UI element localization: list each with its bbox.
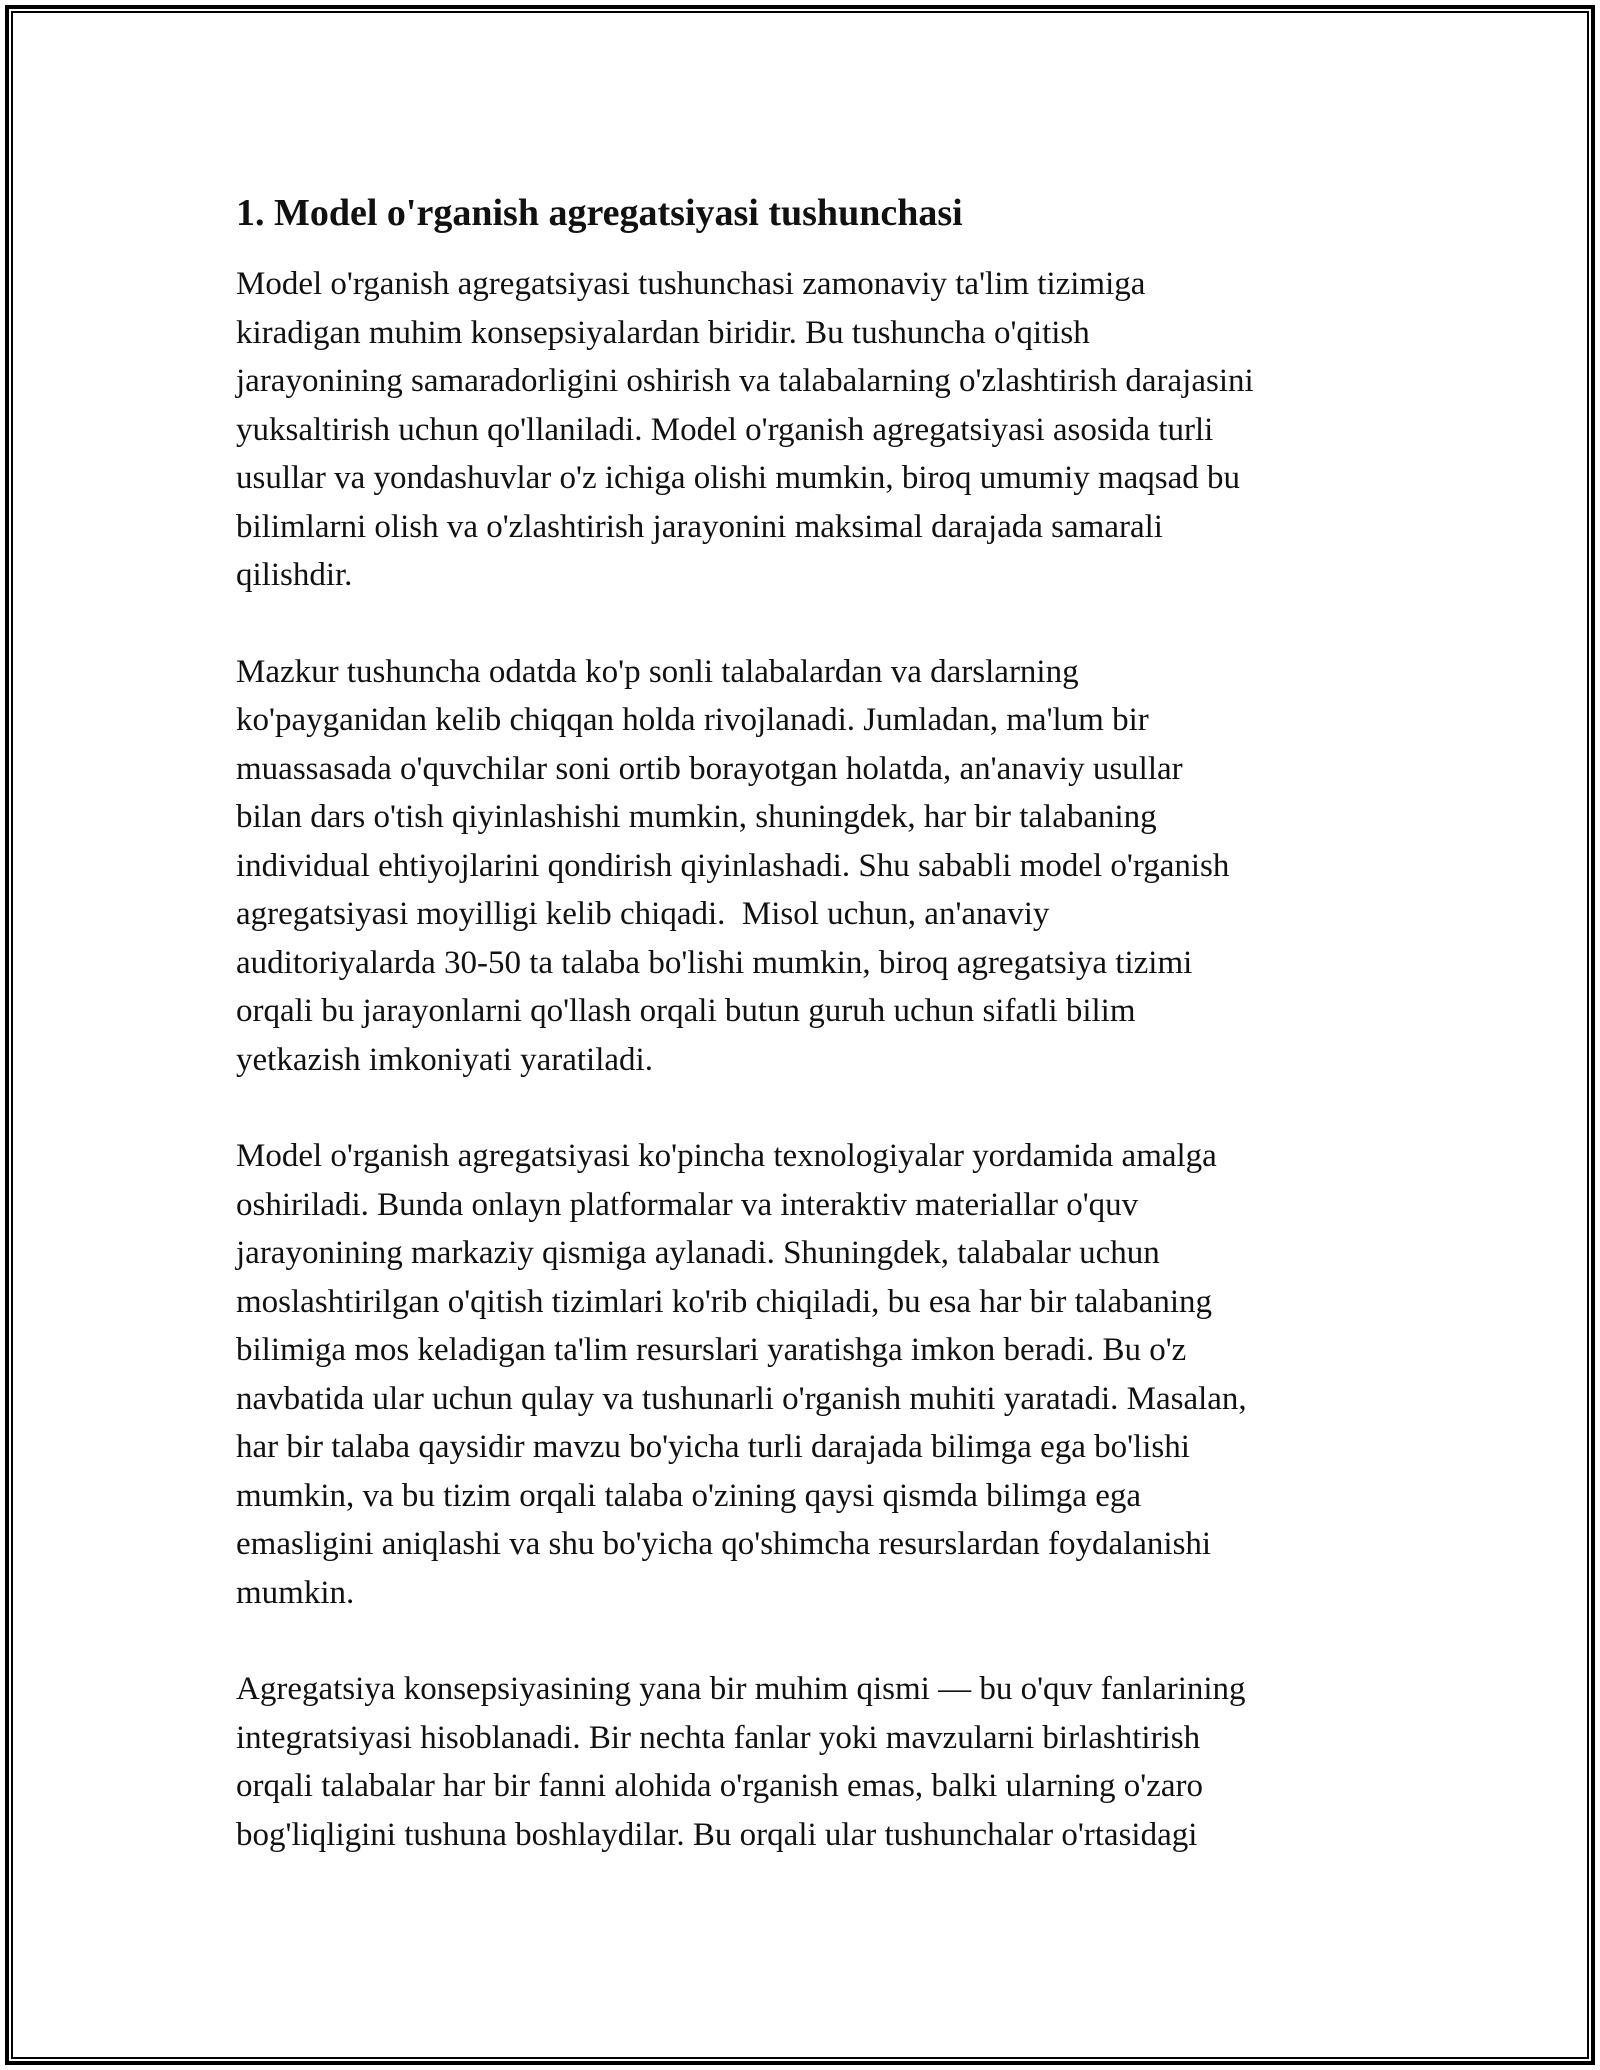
text-line: integratsiyasi hisoblanadi. Bir nechta fanlar yoki mavzularni birlashtirish bbox=[236, 1719, 1201, 1756]
paragraph-list bbox=[236, 260, 1386, 1859]
text-line: mumkin. bbox=[236, 1574, 355, 1611]
text-line: bilan dars o'tish qiyinlashishi mumkin, shuningdek, har bir talabaning bbox=[236, 799, 1157, 835]
text-line: yuksaltirish uchun qo'llaniladi. Model o'rganish agregatsiyasi asosida turli bbox=[236, 411, 1214, 448]
document-body bbox=[236, 188, 1386, 1907]
text-line: jarayonining markaziy qismiga aylanadi. Shuningdek, talabalar uchun bbox=[236, 1235, 1160, 1271]
text-line: ko'payganidan kelib chiqqan holda rivojlanadi. Jumladan, ma'lum bir bbox=[236, 702, 1149, 738]
text-line: moslashtirilgan o'qitish tizimlari ko'rib chiqiladi, bu esa har bir talabaning bbox=[236, 1283, 1213, 1320]
text-line: kiradigan muhim konsepsiyalardan biridir. Bu tushuncha o'qitish bbox=[236, 314, 1090, 351]
text-line: bilimlarni olish va o'zlashtirish jarayonini maksimal darajada samarali bbox=[236, 508, 1163, 545]
text-line: bilimiga mos keladigan ta'lim resurslari yaratishga imkon beradi. Bu o'z bbox=[236, 1332, 1187, 1368]
text-line: Model o'rganish agregatsiyasi tushunchasi zamonaviy ta'lim tizimiga bbox=[236, 266, 1146, 302]
text-line: agregatsiyasi moyilligi kelib chiqadi. Misol uchun, an'anaviy bbox=[236, 896, 1050, 932]
text-line: emasligini aniqlashi va shu bo'yicha qo'shimcha resurslardan foydalanishi bbox=[236, 1526, 1212, 1562]
paragraph bbox=[236, 260, 1386, 600]
text-line: yetkazish imkoniyati yaratiladi. bbox=[236, 1041, 653, 1078]
text-line: muassasada o'quvchilar soni ortib borayotgan holatda, an'anaviy usullar bbox=[236, 750, 1183, 787]
paragraph bbox=[236, 1132, 1386, 1617]
text-line: Mazkur tushuncha odatda ko'p sonli talabalardan va darslarning bbox=[236, 653, 1079, 690]
text-line: har bir talaba qaysidir mavzu bo'yicha turli darajada bilimga ega bo'lishi bbox=[236, 1429, 1190, 1465]
text-line: navbatida ular uchun qulay va tushunarli o'rganish muhiti yaratadi. Masalan, bbox=[236, 1380, 1247, 1417]
text-line: orqali bu jarayonlarni qo'llash orqali butun guruh uchun sifatli bilim bbox=[236, 993, 1136, 1029]
paragraph bbox=[236, 1665, 1386, 1859]
text-line: jarayonining samaradorligini oshirish va talabalarning o'zlashtirish darajasini bbox=[236, 363, 1254, 399]
text-line: bog'liqligini tushuna boshlaydilar. Bu orqali ular tushunchalar o'rtasidagi bbox=[236, 1816, 1198, 1853]
text-line: Agregatsiya konsepsiyasining yana bir muhim qismi — bu o'quv fanlarining bbox=[236, 1671, 1246, 1707]
text-line: Model o'rganish agregatsiyasi ko'pincha texnologiyalar yordamida amalga bbox=[236, 1138, 1217, 1174]
text-line: orqali talabalar har bir fanni alohida o'rganish emas, balki ularning o'zaro bbox=[236, 1768, 1204, 1804]
text-line: qilishdir. bbox=[236, 557, 353, 593]
paragraph bbox=[236, 648, 1386, 1085]
text-line: auditoriyalarda 30-50 ta talaba bo'lishi mumkin, biroq agregatsiya tizimi bbox=[236, 944, 1193, 981]
text-line: usullar va yondashuvlar o'z ichiga olishi mumkin, biroq umumiy maqsad bu bbox=[236, 460, 1241, 496]
section-heading: 1. Model o'rganish agregatsiyasi tushunchasi bbox=[236, 192, 963, 234]
text-line: individual ehtiyojlarini qondirish qiyinlashadi. Shu sababli model o'rganish bbox=[236, 847, 1230, 884]
text-line: oshiriladi. Bunda onlayn platformalar va interaktiv materiallar o'quv bbox=[236, 1186, 1139, 1223]
text-line: mumkin, va bu tizim orqali talaba o'zining qaysi qismda bilimga ega bbox=[236, 1477, 1142, 1514]
